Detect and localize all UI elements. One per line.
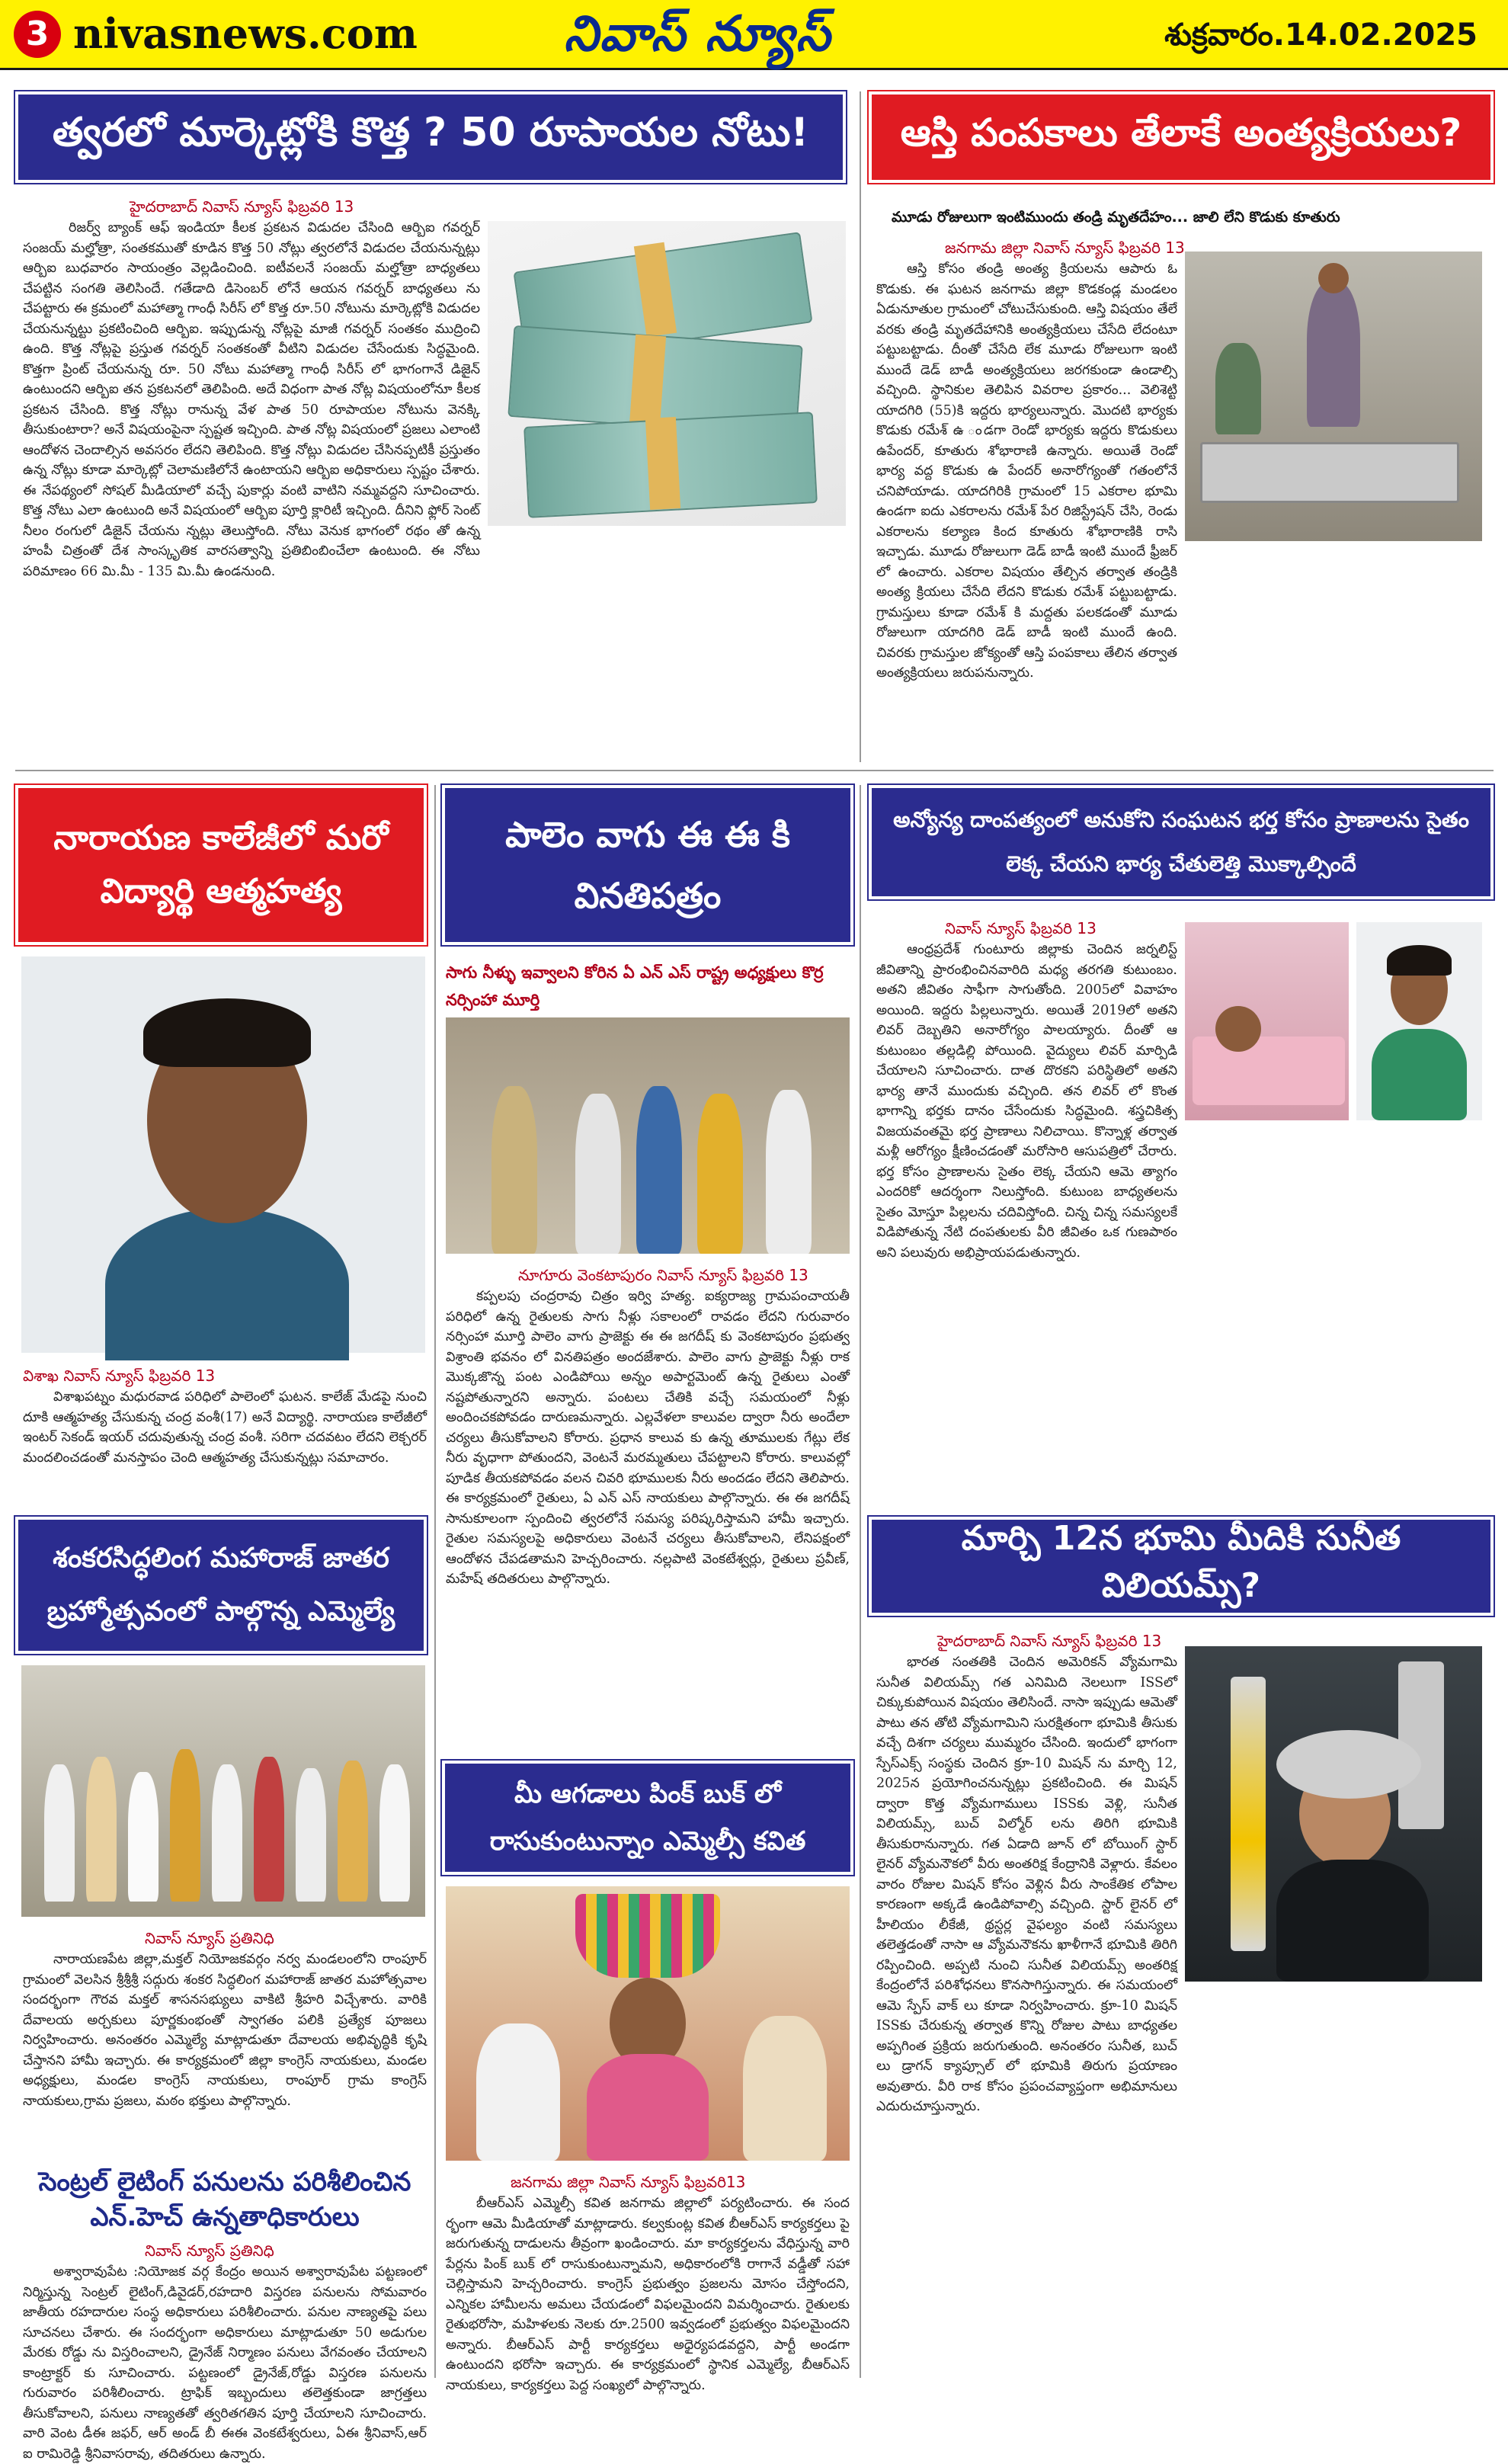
headline-funeral: ఆస్తి పంపకాలు తేలాకే అంత్యక్రియలు?: [869, 91, 1494, 183]
photo-currency-bundles: [488, 221, 846, 526]
headline-lighting: సెంట్రల్ లైటింగ్ పనులను పరిశీలించిన ఎన్.హెచ్ ఉన్నతాధికారులు: [38, 2167, 411, 2232]
subhead-palem: సాగు నీళ్ళు ఇవ్వాలని కోరిన ఏ ఎన్ ఎస్ రాష్ట్ర అధ్యక్షులు కొర్ర నర్సింహా మూర్తి: [446, 963, 824, 1009]
body-wife: ఆంధ్రప్రదేశ్ గుంటూరు జిల్లాకు చెందిన జర్నలిస్ట్ జీవితాన్ని ప్రారంభించినవారిది మధ్య తరగతి కుటుంబం. అతని జీవితం సాఫీగా సాగుతోంది. 2005లో వివాహం అయింది. ఇద్దరు పిల్లలున్నారు. అయితే 2019లో అతని లివర్ దెబ్బతిని అనారోగ్యం పాలయ్యారు. దీంతో ఆ కుటుంబం తల్లడిల్లి పోయింది. వైద్యులు లివర్ మార్పిడి చేయాలని సూచించారు. దాత దొరకని పరిస్థితిలో అతని భార్య తానే ముందుకు వచ్చింది. తన లివర్ లో కొంత భాగాన్ని భర్తకు దానం చేసేందుకు సిద్ధమైంది. శస్త్రచికిత్స విజయవంతమై భర్త ప్రాణాలు నిలిచాయి. కొన్నాళ్ల తర్వాత మళ్లీ ఆరోగ్యం క్షీణించడంతో మరోసారి ఆసుపత్రిలో చేరారు. భర్త కోసం ప్రాణాలను సైతం లెక్క చేయని ఆమె త్యాగం ఎందరికో ఆదర్శంగా నిలుస్తోంది. కుటుంబ బాధ్యతలను సైతం మోస్తూ పిల్లలను చదివిస్తోంది. చిన్న చిన్న సమస్యలకే విడిపోతున్న నేటి దంపతులకు వీరి జీవితం ఒక గుణపాఠం అని పలువురు అభిప్రాయపడుతున్నారు.: [876, 942, 1177, 1261]
byline-lighting: నివాస్ న్యూస్ ప్రతినిధి: [145, 2241, 274, 2260]
body-funeral: ఆస్తి కోసం తండ్రి అంత్య క్రియలను ఆపారు ఓ కొడుకు. ఈ ఘటన జనగామ జిల్లా కొడకండ్ల మండలం ఏడునూతుల గ్రామంలో చోటుచేసుకుంది. ఆస్తి విషయం తేలే వరకు తండ్రి మృతదేహానికి అంత్యక్రియలు చేసేది లేదంటూ పట్టుబట్టాడు. దీంతో చేసేది లేక మూడు రోజులుగా ఇంటి ముందే డెడ్ బాడీ అంత్యక్రియలు జరగకుండా ఉండాల్సి వచ్చింది. స్థానికుల తెలిపిన వివరాల ప్రకారం... వెలిశెట్టి యాదగిరి (55)కి ఇద్దరు భార్యలున్నారు. మొదటి భార్యకు కొడుకు రమేశ్ ఉ ండగా రెండో భార్యకు ఇద్దరు కొడుకులు ఉపేందర్, కూతురు శోభారాణి ఉన్నారు. అయితే రెండో భార్య వద్ద కొడుకు ఉ పేందర్ అనారోగ్యంతో గతంలోనే చనిపోయాడు. యాదగిరికి గ్రామంలో 15 ఎకరాల భూమి ఉండగా ఐదు ఎకరాలను రమేశ్ పేర రిజిస్ట్రేషన్ చేసి, రెండు ఎకరాలను కల్యాణ కింద కూతురు శోభారాణికి రాసి ఇచ్చాడు. మూడు రోజులుగా డెడ్ బాడీ ఇంటి ముందే ఫ్రీజర్ లో ఉంచారు. ఎకరాల విషయం తేల్చిన తర్వాత తండ్రికి అంత్య క్రియలు చేసేది లేదని కొడుకు రమేశ్ పట్టుబట్టాడు. గ్రామస్తులు కూడా రమేశ్ కి మద్దతు పలకడంతో మూడు రోజులుగా యాదగిరి డెడ్ బాడీ ఇంటి ముందే ఉంది. చివరకు గ్రామస్తుల జోక్యంతో ఆస్తి పంపకాలు తేలిన తర్వాత అంత్యక్రియలు జరుపనున్నారు.: [876, 261, 1177, 681]
body-note50: రిజర్వ్ బ్యాంక్ ఆఫ్ ఇండియా కీలక ప్రకటన విడుదల చేసింది ఆర్బిఐ గవర్నర్ సంజయ్ మల్హోత్రా, సంతకముతో కూడిన కొత్త 50 నోట్లు త్వరలోనే విడుదల చేయనున్నట్లు ఆర్బిఐ బుధవారం సాయంత్రం వెల్లడించింది. ఐటీవలనే సంజయ్ మల్హోత్రా బాధ్యతలు చేపట్టిన సంగతి తెలిసిందే. గతేడాది డిసెంబర్ లోనే ఆయన గవర్నర్ బాధ్యతలు ను చేపట్టారు ఈ క్రమంలో మహాత్మా గాంధీ సిరీస్ లో కొత్త రూ.50 నోటును మార్కెట్లోకి విడుదల చేయనున్నట్టు ప్రకటించింది ఆర్బిఐ. ఇప్పుడున్న నోట్లపై మాజీ గవర్నర్ సంతకం ముద్రించి ఉంది. కొత్త నోట్లపై ప్రస్తుత గవర్నర్ సంతకంతో వీటిని విడుదల చేసేందుకు సిద్ధమైంది. కొత్తగా ప్రింట్ చేయనున్న రూ. 50 నోటు మహాత్మా గాంధీ సిరీస్ లో భాగంగానే డిజైన్ ఉంటుందని ఆర్బిఐ తన ప్రకటనలో తెలిపింది. అదే విధంగా పాత నోట్ల విషయంలోనూ కీలక ప్రకటన చేసింది. కొత్త నోట్లు రానున్న వేళ పాత 50 రూపాయల నోటును వెనక్కి తీసుకుంటారా? అనే విషయంపైనా స్పష్టత ఇచ్చింది. పాత నోట్ల విషయంలో ప్రజలు ఎలాంటి ఆందోళన చెందాల్సిన అవసరం లేదని తెలిపింది. కొత్త నోట్లు విడుదల చేసినప్పటికీ ప్రస్తుతం ఉన్న నోట్లు కూడా మార్కెట్లో చెలామణిలోనే ఉంటాయని ఆర్బిఐ అధికారులు స్పష్టం చేశారు. ఈ నేపథ్యంలో సోషల్ మీడియాలో వచ్చే పుకార్లు వంటి వాటిని నమ్మవద్దని సూచించారు. కొత్త నోటు ఎలా ఉంటుంది అనే విషయంలో ఆర్బిఐ పూర్తి క్లారిటీ ఇచ్చింది. దీనిని ఫ్లోర్ సెంట్ నీలం రంగులో డిజైన్ చేయను న్నట్లు తెలుస్తోంది. నోటు వెనుక భాగంలో రథం తో ఉన్న హంపీ చిత్రంతో దేశ సాంస్కృతిక వారసత్వాన్ని ప్రతిబింబించేలా ఉంటుంది. ఈ నోటు పరిమాణం 66 మి.మీ - 135 మి.మీ ఉండనుంది.: [23, 220, 480, 579]
byline-shankara: నివాస్ న్యూస్ ప్రతినిధి: [145, 1929, 274, 1947]
headline-shankara: శంకరసిద్ధలింగ మహారాజ్ జాతర బ్రహ్మోత్సవంలో పాల్గొన్న ఎమ్మెల్యే: [15, 1517, 427, 1654]
body-funeral-continued: [1185, 549, 1482, 762]
newspaper-title: నివాస్ న్యూస్: [564, 6, 832, 62]
headline-kavitha: మీ ఆగడాలు పింక్ బుక్ లో రాసుకుంటున్నాం ఎమ్మెల్సీ కవిత: [442, 1761, 853, 1875]
body-lighting: అశ్వారావుపేట :నియోజక వర్గ కేంద్రం అయిన అశ్వారావుపేట పట్టణంలో నిర్మిస్తున్న సెంట్రల్ లైటింగ్,డివైడర్,రహదారి విస్తరణ పనులను సోమవారం జాతీయ రహదారుల సంస్థ అధికారులు పరిశీలించారు. పనుల నాణ్యతపై పలు సూచనలు చేశారు. ఈ సందర్భంగా అధికారులు మాట్లాడుతూ 50 అడుగుల మేరకు రోడ్డు ను విస్తరించాలని, డ్రైనేజ్ నిర్మాణం పనులు వేగవంతం చేయాలని కాంట్రాక్టర్ కు సూచించారు. పట్టణంలో డ్రైనేజ్,రోడ్డు విస్తరణ పనులను గురువారం పరిశీలించారు. ట్రాఫిక్ ఇబ్బందులు తలెత్తకుండా జాగ్రత్తలు తీసుకోవాలని, పనులు నాణ్యతతో త్వరితగతిన పూర్తి చేయాలని సూచించారు. వారి వెంట డీఈ జఫర్, ఆర్ అండ్ బీ ఈఈ వెంకటేశ్వరులు, ఏఈ శ్రీనివాస్,ఆర్ ఐ రామిరెడ్డి శ్రీనివాసరావు, తదితరులు ఉన్నారు.: [23, 2264, 427, 2462]
headline-narayana: నారాయణ కాలేజీలో మరో విద్యార్థి ఆత్మహత్య: [15, 785, 427, 945]
subhead-funeral: మూడు రోజులుగా ఇంటిముందు తండ్రి మృతదేహం... జాలి లేని కొడుకు కూతురు: [892, 209, 1340, 226]
body-kavitha: బీఆర్ఎస్ ఎమ్మెల్సీ కవిత జనగామ జిల్లాలో పర్యటించారు. ఈ సంద ర్భంగా ఆమె మీడియాతో మాట్లాడారు. కల్వకుంట్ల కవిత బీఆర్ఎస్ కార్యకర్తలు పై జరుగుతున్న దాడులను తీవ్రంగా ఖండించారు. మా కార్యకర్తలను వేధిస్తున్న వారి పేర్లను పింక్ బుక్ లో రాసుకుంటున్నామని, అధికారంలోకి రాగానే వడ్డీతో సహా చెల్లిస్తామని హెచ్చరించారు. కాంగ్రెస్ ప్రభుత్వం ప్రజలను మోసం చేస్తోందని, ఎన్నికల హామీలను అమలు చేయడంలో విఫలమైందని విమర్శించారు. రైతులకు రైతుభరోసా, మహిళలకు నెలకు రూ.2500 ఇవ్వడంలో ప్రభుత్వం విఫలమైందని అన్నారు. బీఆర్ఎస్ పార్టీ కార్యకర్తలు అధైర్యపడవద్దని, పార్టీ అండగా ఉంటుందని భరోసా ఇచ్చారు. ఈ కార్యక్రమంలో స్థానిక ఎమ్మెల్యే, బీఆర్ఎస్ నాయకులు, కార్యకర్తలు పెద్ద సంఖ్యలో పాల్గొన్నారు.: [446, 2196, 850, 2393]
byline-wife: నివాస్ న్యూస్ ఫిబ్రవరి 13: [945, 919, 1097, 937]
headline-sunita: మార్చి 12న భూమి మీదికి సునీత విలియమ్స్?: [869, 1517, 1494, 1616]
headline-note50: త్వరలో మార్కెట్లోకి కొత్త ? 50 రూపాయల నోటు!: [15, 91, 846, 183]
photo-kavitha-bathukamma: [446, 1886, 850, 2161]
photo-wife-portrait: [1356, 922, 1482, 1120]
issue-date: శుక్రవారం.14.02.2025: [1164, 18, 1478, 53]
page-number: 3: [14, 11, 61, 58]
headline-palem: పాలెం వాగు ఈ ఈ కి వినతిపత్రం: [442, 785, 853, 945]
byline-palem: నూగూరు వెంకటాపురం నివాస్ న్యూస్ ఫిబ్రవరి 13: [518, 1266, 808, 1284]
body-narayana: విశాఖపట్నం మధురవాడ పరిధిలో పాలెంలో ఘటన. కాలేజ్ మేడపై నుంచి దూకి ఆత్మహత్య చేసుకున్న చంద్ర వంశీ(17) అనే విద్యార్థి. నారాయణ కాలేజీలో ఇంటర్ సెకండ్ ఇయర్ చదువుతున్న చంద్ర వంశీ. సరిగా చదవటం లేదని లెక్చరర్ మందలించడంతో మనస్తాపం చెంది ఆత్మహత్య చేసుకున్నట్లు సమాచారం.: [23, 1389, 427, 1466]
byline-narayana: విశాఖ నివాస్ న్యూస్ ఫిబ్రవరి 13: [23, 1367, 216, 1385]
body-palem: కప్పలపు చంద్రరావు చిత్రం ఇర్వి హత్య. ఐక్యరాజ్య గ్రామపంచాయతీ పరిధిలో ఉన్న రైతులకు సాగు నీళ్లు సకాలంలో రావడం లేదని గురువారం నర్సింహా మూర్తి పాలెం వాగు ప్రాజెక్టు ఈ ఈ జగదీష్ కు వెంకటాపురం ప్రభుత్వ విశ్రాంతి భవనం లో వినతిపత్రం అందజేశారు. పాలెం వాగు ప్రాజెక్టు నీళ్లు రాక మొక్కజొన్న పంట ఎండిపోయి అన్నం అపార్టమెంట్ ఉన్న రైతులు ఎంతో నష్టపోతున్నారని అన్నారు. పంటలు చేతికి వచ్చే సమయంలో నీళ్లు అందించకపోవడం దారుణమన్నారు. ఎల్లవేళలా కాలువల ద్వారా నీరు అందేలా చర్యలు తీసుకోవాలని కోరారు. ప్రధాన కాలువ కు ఉన్న తూములకు గేట్లు లేక నీరు వృధాగా పోతుందని, వెంటనే మరమ్మతులు చేపట్టాలని కోరారు. కాలువల్లో పూడిక తీయకపోవడం వలన చివరి భూములకు నీరు అందడం లేదని తెలిపారు. ఈ కార్యక్రమంలో రైతులు, ఏ ఎన్ ఎస్ నాయకులు పాల్గొన్నారు. ఈ ఈ జగదీష్ సానుకూలంగా స్పందించి త్వరలోనే సమస్య పరిష్కరిస్తామని హామీ ఇచ్చారు. రైతుల సమస్యలపై అధికారులు వెంటనే చర్యలు తీసుకోవాలని, లేనిపక్షంలో ఆందోళన చేపడతామని హెచ్చరించారు. నల్లపాటి వెంకటేశ్వర్లు, రైతులు ప్రవీణ్, మహేష్ తదితరులు పాల్గొన్నారు.: [446, 1289, 850, 1587]
headline-wife: అన్యోన్య దాంపత్యంలో అనుకోని సంఘటన భర్త కోసం ప్రాణాలను సైతం లెక్క చేయని భార్య చేతులెత్తి మొక్కాల్సిందే: [869, 785, 1494, 899]
photo-petition: [446, 1017, 850, 1254]
byline-sunita: హైదరాబాద్ నివాస్ న్యూస్ ఫిబ్రవరి 13: [937, 1632, 1162, 1650]
byline-kavitha: జనగామ జిల్లా నివాస్ న్యూస్ ఫిబ్రవరి13: [511, 2173, 746, 2191]
photo-sunita-iss: [1185, 1646, 1482, 1982]
site-name[interactable]: nivasnews.com: [73, 9, 418, 58]
photo-hospital-patient: [1185, 922, 1349, 1120]
byline-funeral: జనగామ జిల్లా నివాస్ న్యూస్ ఫిబ్రవరి 13: [945, 239, 1185, 257]
photo-jatara-crowd: [21, 1665, 425, 1917]
body-wife-continued: [1185, 1128, 1482, 1501]
photo-funeral-freezer: [1185, 252, 1482, 541]
body-sunita-continued: [1185, 1989, 1482, 2376]
masthead: [0, 0, 1508, 70]
photo-student: [21, 956, 425, 1353]
byline-note50: హైదరాబాద్ నివాస్ న్యూస్ ఫిబ్రవరి 13: [130, 197, 354, 216]
body-sunita: భారత సంతతికి చెందిన అమెరికన్ వ్యోమగామి సునీత విలియమ్స్ గత ఎనిమిది నెలలుగా ISSలో చిక్కుకుపోయిన విషయం తెలిసిందే. నాసా ఇప్పుడు ఆమెతో పాటు తన తోటి వ్యోమగామిని సురక్షితంగా భూమికి తీసుకు వచ్చే దిశగా చర్యలు ముమ్మరం చేసింది. ఇందులో భాగంగా స్పేస్ఎక్స్ సంస్థకు చెందిన క్రూ-10 మిషన్ ను మార్చి 12, 2025న ప్రయోగించనున్నట్లు ప్రకటించింది. ఈ మిషన్ ద్వారా కొత్త వ్యోమగాములు ISSకు వెళ్లి, సునీత విలియమ్స్, బుచ్ విల్మోర్ లను తిరిగి భూమికి తీసుకురానున్నారు. గత ఏడాది జూన్ లో బోయింగ్ స్టార్ లైనర్ వ్యోమనౌకలో వీరు అంతరిక్ష కేంద్రానికి వెళ్లారు. కేవలం వారం రోజుల మిషన్ కోసం వెళ్లిన వీరు సాంకేతిక లోపాల కారణంగా అక్కడే ఉండిపోవాల్సి వచ్చింది. స్టార్ లైనర్ లో హీలియం లీకేజీ, థ్రస్టర్ల వైఫల్యం వంటి సమస్యలు తలెత్తడంతో నాసా ఆ వ్యోమనౌకను ఖాళీగానే భూమికి తిరిగి రప్పించింది. అప్పటి నుంచి సునీత విలియమ్స్ అంతరిక్ష కేంద్రంలోనే పరిశోధనలు కొనసాగిస్తున్నారు. ఈ సమయంలో ఆమె స్పేస్ వాక్ లు కూడా నిర్వహించారు. క్రూ-10 మిషన్ ISSకు చేరుకున్న తర్వాత కొన్ని రోజుల పాటు బాధ్యతల అప్పగింత ప్రక్రియ జరుగుతుంది. అనంతరం సునీత, బుచ్ లు డ్రాగన్ క్యాప్సూల్ లో భూమికి తిరుగు ప్రయాణం అవుతారు. వీరి రాక కోసం ప్రపంచవ్యాప్తంగా అభిమానులు ఎదురుచూస్తున్నారు.: [876, 1655, 1177, 2114]
body-shankara: నారాయణపేట జిల్లా,మక్తల్ నియోజకవర్గం నర్వ మండలంలోని రాంపూర్ గ్రామంలో వెలసిన శ్రీశ్రీశ్రీ సద్గురు శంకర సిద్ధలింగ మహారాజ్ జాతర మహోత్సవాల సందర్భంగా గౌరవ మక్తల్ శాసనసభ్యులు వాకిటి శ్రీహరి విచ్చేశారు. వారికి దేవాలయ అర్చకులు పూర్ణకుంభంతో స్వాగతం పలికి ప్రత్యేక పూజలు నిర్వహించారు. అనంతరం ఎమ్మెల్యే మాట్లాడుతూ దేవాలయ అభివృద్ధికి కృషి చేస్తానని హామీ ఇచ్చారు. ఈ కార్యక్రమంలో జిల్లా కాంగ్రెస్ నాయకులు, మండల అధ్యక్షులు, మండల కాంగ్రెస్ నాయకులు, రాంపూర్ గ్రామ కాంగ్రెస్ నాయకులు,గ్రామ ప్రజలు, మఠం భక్తులు పాల్గొన్నారు.: [23, 1952, 427, 2109]
